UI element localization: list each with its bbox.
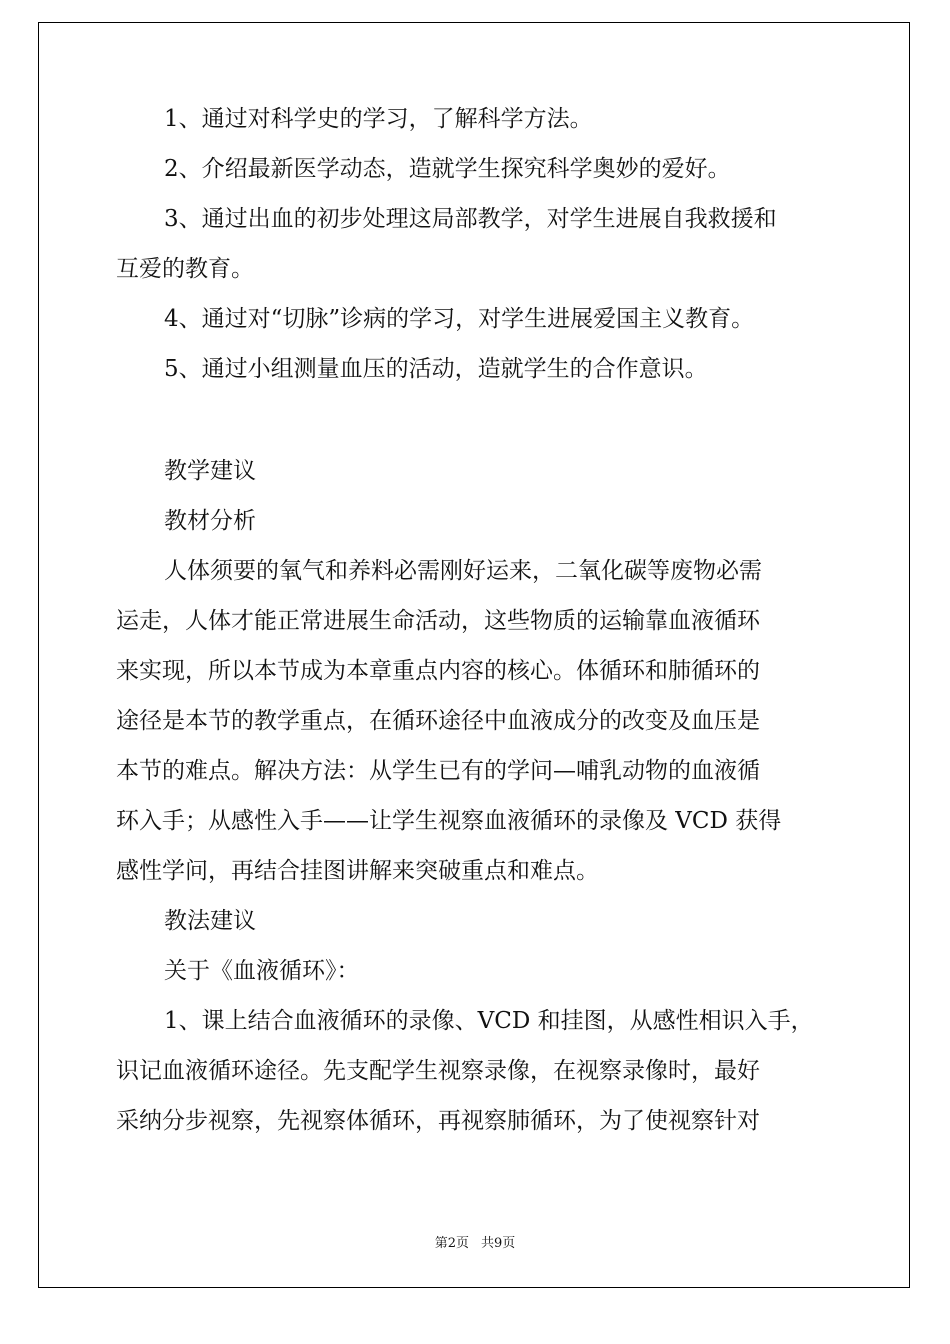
section-spacer bbox=[116, 394, 836, 446]
heading-method-advice: 教法建议 bbox=[164, 908, 256, 934]
goal-line-2: 2、介绍最新医学动态，造就学生探究科学奥妙的爱好。 bbox=[164, 156, 731, 182]
analysis-line-4: 途径是本节的教学重点，在循环途径中血液成分的改变及血压是 bbox=[116, 708, 760, 734]
analysis-line-3: 来实现，所以本节成为本章重点内容的核心。体循环和肺循环的 bbox=[116, 658, 760, 684]
goal-line-3-continued: 互爱的教育。 bbox=[116, 256, 254, 282]
analysis-line-2: 运走，人体才能正常进展生命活动，这些物质的运输靠血液循环 bbox=[116, 608, 760, 634]
goal-line-5: 5、通过小组测量血压的活动，造就学生的合作意识。 bbox=[164, 356, 708, 382]
method-line-2: 识记血液循环途径。先支配学生视察录像，在视察录像时，最好 bbox=[116, 1058, 760, 1084]
document-body bbox=[116, 94, 836, 1146]
analysis-line-6: 环入手；从感性入手——让学生视察血液循环的录像及 VCD 获得 bbox=[116, 808, 782, 834]
method-line-1: 1、课上结合血液循环的录像、VCD 和挂图，从感性相识入手， bbox=[164, 1008, 814, 1034]
page-footer bbox=[0, 1232, 950, 1251]
page-number: 第2页 bbox=[434, 1236, 469, 1251]
method-line-3: 采纳分步视察，先视察体循环，再视察肺循环，为了使视察针对 bbox=[116, 1108, 760, 1134]
analysis-line-7: 感性学问，再结合挂图讲解来突破重点和难点。 bbox=[116, 858, 599, 884]
goal-line-1: 1、通过对科学史的学习，了解科学方法。 bbox=[164, 106, 593, 132]
heading-material-analysis: 教材分析 bbox=[164, 508, 256, 534]
analysis-line-5: 本节的难点。解决方法：从学生已有的学问—哺乳动物的血液循 bbox=[116, 758, 760, 784]
heading-about-blood-circulation: 关于《血液循环》： bbox=[164, 958, 360, 984]
analysis-line-1: 人体须要的氧气和养料必需刚好运来，二氧化碳等废物必需 bbox=[164, 558, 762, 584]
heading-teaching-advice: 教学建议 bbox=[164, 458, 256, 484]
page-total: 共9页 bbox=[481, 1236, 516, 1251]
goal-line-4: 4、通过对“切脉”诊病的学习，对学生进展爱国主义教育。 bbox=[164, 306, 755, 332]
goal-line-3: 3、通过出血的初步处理这局部教学，对学生进展自我救援和 bbox=[164, 206, 777, 232]
